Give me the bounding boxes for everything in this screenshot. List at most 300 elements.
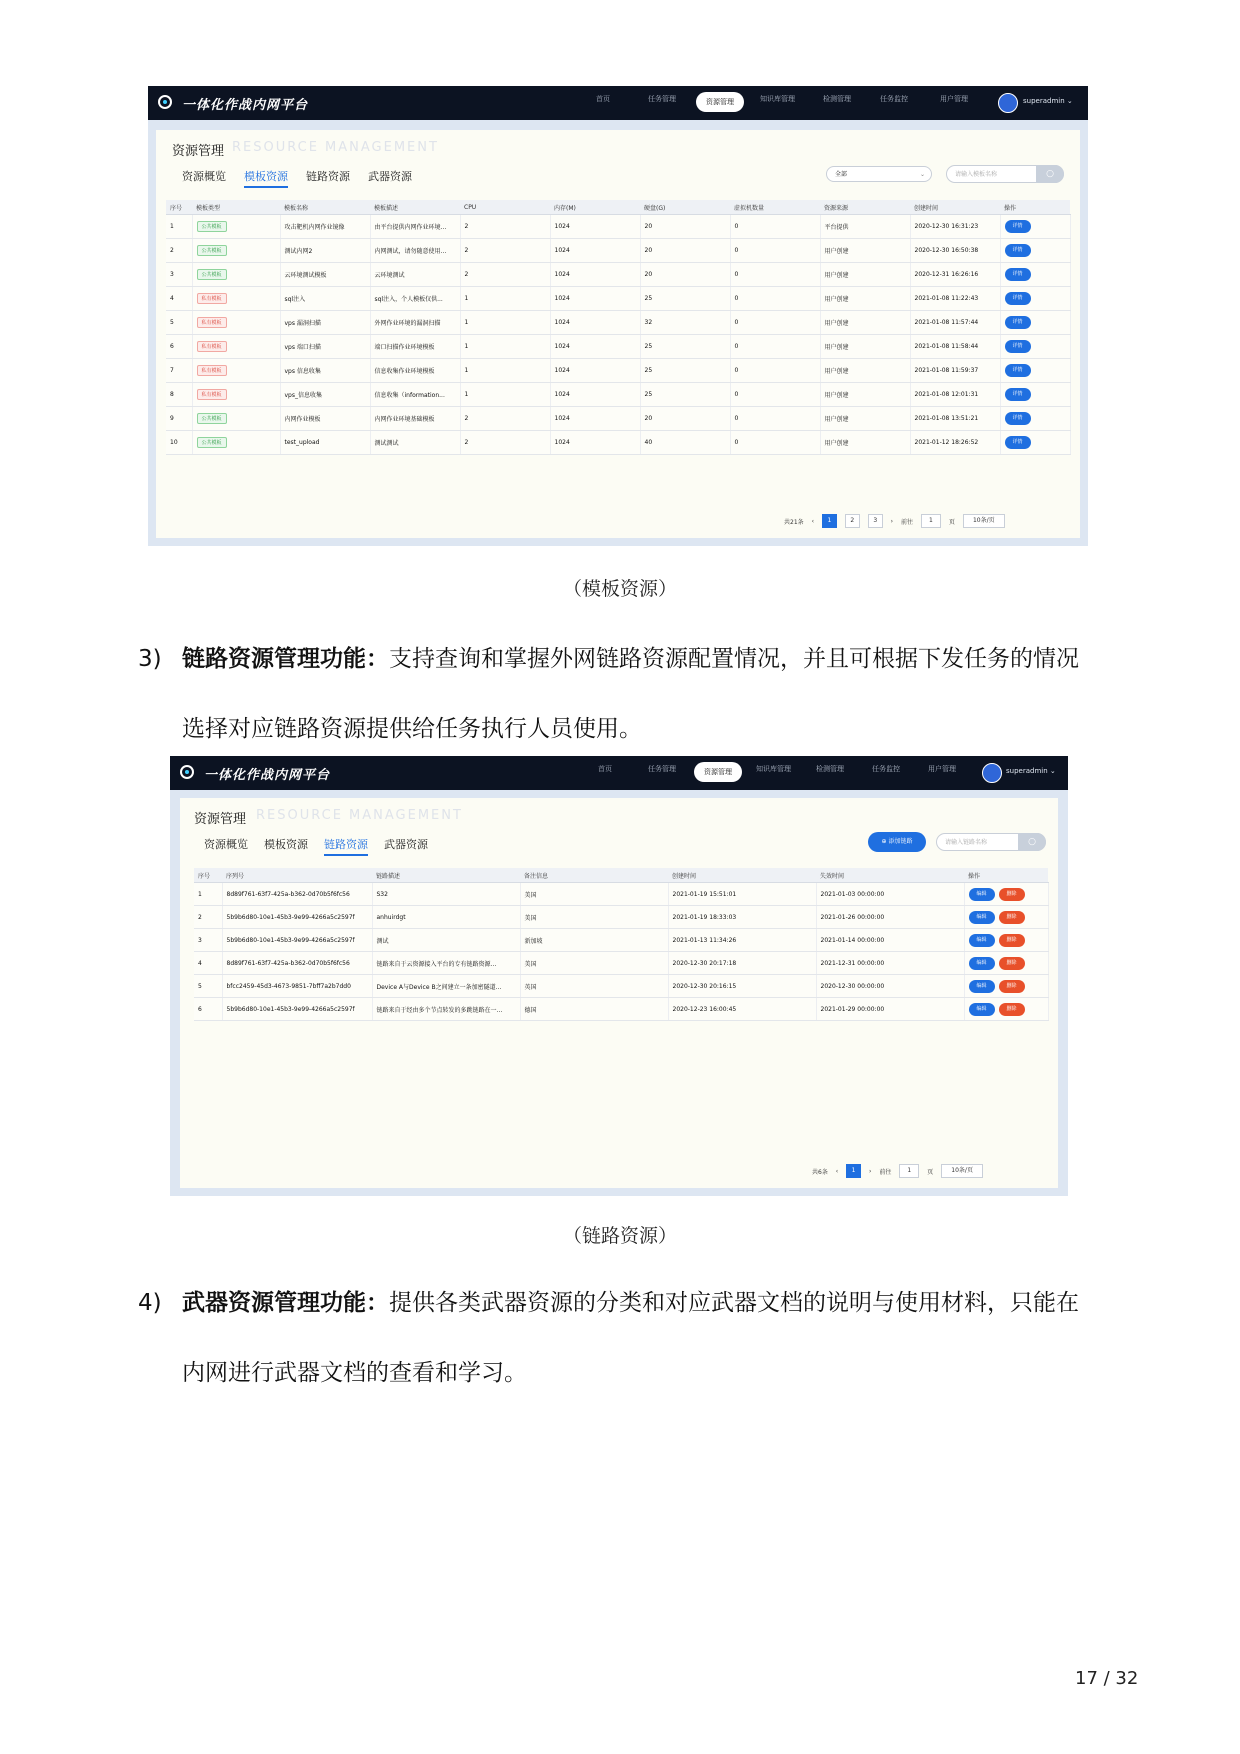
cell-note: 美国 [520, 906, 668, 929]
chevron-down-icon: ⌄ [919, 171, 925, 178]
cell-name: sql注入 [280, 287, 370, 311]
cell-created: 2021-01-13 11:34:26 [668, 929, 816, 952]
cell-note: 美国 [520, 952, 668, 975]
nav-user[interactable]: 用户管理 [928, 765, 956, 773]
cell-time: 2020-12-31 16:26:16 [910, 263, 1000, 287]
tab-overview[interactable]: 资源概览 [204, 838, 248, 851]
content-panel [156, 130, 1080, 538]
table-row [166, 263, 1070, 287]
cell-no: 2 [194, 906, 222, 929]
section-subtitle: RESOURCE MANAGEMENT [232, 140, 439, 155]
cell-no: 7 [166, 359, 192, 383]
cell-desc: Device A与Device B之间建立一条加密隧道… [372, 975, 520, 998]
edit-button[interactable]: 编辑 [969, 1003, 995, 1016]
app-title: 一体化作战内网平台 [182, 98, 309, 113]
page-2-button[interactable]: 2 [845, 514, 860, 528]
cell-type [192, 311, 280, 335]
prev-page-button[interactable]: ‹ [811, 517, 814, 525]
tab-template[interactable]: 模板资源 [244, 168, 288, 188]
cell-vm: 0 [730, 311, 820, 335]
app-topbar [148, 86, 1088, 120]
cell-type [192, 359, 280, 383]
page-1-button[interactable]: 1 [846, 1164, 861, 1178]
template-type-badge: 公共模板 [197, 413, 227, 424]
col-note: 备注信息 [520, 868, 668, 883]
col-disk: 硬盘(G) [640, 200, 730, 215]
cell-cpu: 1 [460, 287, 550, 311]
table-header [166, 200, 1070, 215]
cell-mem: 1024 [550, 239, 640, 263]
cell-no: 4 [194, 952, 222, 975]
cell-time: 2021-01-08 12:01:31 [910, 383, 1000, 407]
cell-vm: 0 [730, 263, 820, 287]
nav-resource[interactable]: 资源管理 [694, 762, 742, 782]
cell-name: vps 信息收集 [280, 359, 370, 383]
cell-cpu: 2 [460, 215, 550, 239]
col-action: 操作 [964, 868, 1048, 883]
cell-desc: S32 [372, 883, 520, 906]
search-placeholder: 请输入链路名称 [945, 839, 988, 846]
edit-button[interactable]: 编辑 [969, 888, 995, 901]
cell-disk: 20 [640, 263, 730, 287]
cell-action [964, 975, 1048, 998]
cell-disk: 25 [640, 359, 730, 383]
template-type-badge: 公共模板 [197, 245, 227, 256]
cell-disk: 25 [640, 287, 730, 311]
table-header [194, 868, 1048, 883]
cell-desc: sql注入，个人模板仅供... [370, 287, 460, 311]
section-title: 资源管理 [194, 812, 247, 827]
prev-page-button[interactable]: ‹ [835, 1167, 839, 1175]
col-type: 模板类型 [192, 200, 280, 215]
col-source: 资源来源 [820, 200, 910, 215]
cell-time: 2021-01-08 11:22:43 [910, 287, 1000, 311]
tab-template[interactable]: 模板资源 [264, 838, 308, 851]
cell-desc: 内网作业环境基础模板 [370, 407, 460, 431]
page-1-button[interactable]: 1 [822, 514, 837, 528]
cell-disk: 32 [640, 311, 730, 335]
detail-button[interactable]: 详情 [1005, 340, 1031, 353]
cell-mem: 1024 [550, 215, 640, 239]
tab-overview[interactable]: 资源概览 [182, 170, 226, 183]
template-type-badge: 私有模板 [197, 389, 227, 400]
cell-cpu: 2 [460, 407, 550, 431]
col-name: 模板名称 [280, 200, 370, 215]
cell-created: 2021-01-19 15:51:01 [668, 883, 816, 906]
table-row [166, 407, 1070, 431]
cell-name: vps_信息收集 [280, 383, 370, 407]
template-type-badge: 私有模板 [197, 317, 227, 328]
detail-button[interactable]: 详情 [1005, 412, 1031, 425]
goto-label: 前往 [900, 518, 913, 526]
cell-serial: 5b9b6d80-10e1-45b3-9e99-4266a5c2597f [222, 906, 372, 929]
nav-detect[interactable]: 检测管理 [816, 765, 844, 773]
pagination [812, 1164, 989, 1178]
link-table [194, 868, 1049, 1021]
cell-op [1000, 263, 1070, 287]
template-type-badge: 公共模板 [197, 269, 227, 280]
cell-name: vps 漏洞扫描 [280, 311, 370, 335]
cell-type [192, 239, 280, 263]
edit-button[interactable]: 编辑 [969, 911, 995, 924]
detail-button[interactable]: 详情 [1005, 268, 1031, 281]
cell-disk: 25 [640, 335, 730, 359]
app-title: 一体化作战内网平台 [204, 768, 331, 783]
cell-disk: 20 [640, 239, 730, 263]
search-placeholder: 请输入模板名称 [955, 171, 998, 178]
cell-serial: 8d89f761-63f7-425a-b362-0d70b5f6fc56 [222, 952, 372, 975]
cell-disk: 25 [640, 383, 730, 407]
cell-vm: 0 [730, 287, 820, 311]
user-menu[interactable]: superadmin ⌄ [1006, 767, 1056, 775]
table-row [194, 952, 1048, 975]
edit-button[interactable]: 编辑 [969, 957, 995, 970]
cell-type [192, 431, 280, 455]
cell-type [192, 407, 280, 431]
table-row [166, 383, 1070, 407]
detail-button[interactable]: 详情 [1005, 388, 1031, 401]
goto-label: 前往 [879, 1168, 892, 1176]
avatar[interactable] [982, 763, 1002, 783]
item-text: 提供各类武器资源的分类和对应武器文档的说明与使用材料，只能在 [389, 1290, 1079, 1316]
cell-no: 9 [166, 407, 192, 431]
page-3-button[interactable]: 3 [868, 514, 883, 528]
nav-resource[interactable]: 资源管理 [696, 92, 744, 112]
cell-cpu: 1 [460, 335, 550, 359]
cell-mem: 1024 [550, 431, 640, 455]
cell-no: 3 [194, 929, 222, 952]
cell-cpu: 1 [460, 359, 550, 383]
cell-no: 5 [194, 975, 222, 998]
cell-desc: 外网作业环境的漏洞扫描 [370, 311, 460, 335]
template-type-badge: 公共模板 [197, 221, 227, 232]
cell-op [1000, 311, 1070, 335]
table-row [194, 929, 1048, 952]
cell-vm: 0 [730, 383, 820, 407]
table-row [166, 287, 1070, 311]
cell-op [1000, 407, 1070, 431]
cell-no: 1 [166, 215, 192, 239]
template-type-badge: 私有模板 [197, 293, 227, 304]
nav-task[interactable]: 任务管理 [648, 765, 676, 773]
nav-knowledge[interactable]: 知识库管理 [756, 765, 791, 773]
detail-button[interactable]: 详情 [1005, 220, 1031, 233]
page-size-select[interactable]: 10条/页 [941, 1164, 983, 1178]
detail-button[interactable]: 详情 [1005, 316, 1031, 329]
filter-value: 全部 [835, 171, 848, 178]
type-filter-select[interactable] [826, 166, 932, 182]
cell-cpu: 1 [460, 311, 550, 335]
avatar[interactable] [998, 93, 1018, 113]
cell-vm: 0 [730, 359, 820, 383]
search-icon[interactable]: ○ [1036, 165, 1064, 183]
col-serial: 序列号 [222, 868, 372, 883]
tab-link[interactable]: 链路资源 [306, 170, 350, 183]
detail-button[interactable]: 详情 [1005, 364, 1031, 377]
detail-button[interactable]: 详情 [1005, 292, 1031, 305]
item-number: 3) [138, 646, 162, 672]
item-text-cont: 选择对应链路资源提供给任务执行人员使用。 [182, 716, 642, 742]
cell-action [964, 883, 1048, 906]
cell-name: 云环境测试模板 [280, 263, 370, 287]
cell-expire: 2021-01-26 00:00:00 [816, 906, 964, 929]
nav-detect[interactable]: 检测管理 [823, 95, 851, 103]
cell-serial: 8d89f761-63f7-425a-b362-0d70b5f6fc56 [222, 883, 372, 906]
cell-name: test_upload [280, 431, 370, 455]
cell-note: 英国 [520, 975, 668, 998]
cell-expire: 2021-12-31 00:00:00 [816, 952, 964, 975]
page-unit: 页 [948, 518, 955, 526]
table-row [166, 239, 1070, 263]
cell-desc: 由平台提供内网作业环境... [370, 215, 460, 239]
cell-time: 2021-01-08 11:58:44 [910, 335, 1000, 359]
table-row [166, 431, 1070, 455]
item-heading: 链路资源管理功能： [182, 646, 389, 672]
delete-button[interactable]: 删除 [999, 980, 1025, 993]
cell-mem: 1024 [550, 311, 640, 335]
caption-link: （链路资源） [562, 1225, 677, 1247]
cell-op [1000, 383, 1070, 407]
cell-desc: 测试测试 [370, 431, 460, 455]
cell-expire: 2021-01-29 00:00:00 [816, 998, 964, 1021]
cell-no: 5 [166, 311, 192, 335]
cell-src: 用户创建 [820, 311, 910, 335]
cell-no: 10 [166, 431, 192, 455]
cell-name: 攻击靶机内网作业镜像 [280, 215, 370, 239]
nav-home[interactable]: 首页 [596, 95, 610, 103]
col-cpu: CPU [460, 200, 550, 215]
item-number: 4) [138, 1290, 162, 1316]
cell-no: 3 [166, 263, 192, 287]
template-type-badge: 公共模板 [197, 437, 227, 448]
cell-cpu: 1 [460, 383, 550, 407]
tab-link[interactable]: 链路资源 [324, 836, 368, 856]
cell-no: 6 [194, 998, 222, 1021]
cell-note: 新加坡 [520, 929, 668, 952]
cell-time: 2020-12-30 16:31:23 [910, 215, 1000, 239]
cell-disk: 20 [640, 215, 730, 239]
cell-disk: 40 [640, 431, 730, 455]
search-icon[interactable]: ○ [1018, 833, 1046, 851]
cell-expire: 2020-12-30 00:00:00 [816, 975, 964, 998]
col-action: 操作 [1000, 200, 1070, 215]
cell-cpu: 2 [460, 263, 550, 287]
cell-type [192, 383, 280, 407]
tab-weapon[interactable]: 武器资源 [384, 838, 428, 851]
table-row [194, 906, 1048, 929]
cell-no: 4 [166, 287, 192, 311]
cell-src: 用户创建 [820, 383, 910, 407]
col-desc: 链路描述 [372, 868, 520, 883]
cell-mem: 1024 [550, 359, 640, 383]
cell-action [964, 952, 1048, 975]
page-number: 17 / 32 [1075, 1668, 1139, 1689]
template-type-badge: 私有模板 [197, 341, 227, 352]
logo-icon [158, 95, 172, 109]
cell-mem: 1024 [550, 263, 640, 287]
total-count: 共21条 [784, 518, 804, 526]
template-resource-screenshot [148, 86, 1088, 546]
cell-no: 1 [194, 883, 222, 906]
item-text: 支持查询和掌握外网链路资源配置情况，并且可根据下发任务的情况 [389, 646, 1079, 672]
detail-button[interactable]: 详情 [1005, 436, 1031, 449]
cell-created: 2020-12-30 20:17:18 [668, 952, 816, 975]
cell-no: 6 [166, 335, 192, 359]
cell-op [1000, 431, 1070, 455]
cell-type [192, 287, 280, 311]
cell-desc: 信息收集作业环境模板 [370, 359, 460, 383]
cell-desc: 端口扫描作业环境模板 [370, 335, 460, 359]
template-type-badge: 私有模板 [197, 365, 227, 376]
cell-serial: 5b9b6d80-10e1-45b3-9e99-4266a5c2597f [222, 998, 372, 1021]
add-link-button[interactable]: ⊕ 添加链路 [868, 832, 926, 852]
cell-time: 2020-12-30 16:50:38 [910, 239, 1000, 263]
goto-page-input[interactable]: 1 [899, 1164, 919, 1178]
cell-src: 用户创建 [820, 239, 910, 263]
paragraph-4-line2 [182, 1354, 527, 1387]
cell-desc: anhuirdgt [372, 906, 520, 929]
nav-task[interactable]: 任务管理 [648, 95, 676, 103]
delete-button[interactable]: 删除 [999, 957, 1025, 970]
cell-no: 8 [166, 383, 192, 407]
table-row [166, 335, 1070, 359]
cell-action [964, 998, 1048, 1021]
table-row [194, 975, 1048, 998]
search-input[interactable] [936, 833, 1046, 851]
cell-expire: 2021-01-14 00:00:00 [816, 929, 964, 952]
paragraph-4-line1 [138, 1284, 1079, 1317]
item-heading: 武器资源管理功能： [182, 1290, 389, 1316]
cell-op [1000, 215, 1070, 239]
cell-desc: 测试 [372, 929, 520, 952]
paragraph-3-line1 [138, 640, 1079, 673]
search-input[interactable] [946, 165, 1064, 183]
page-unit: 页 [927, 1168, 934, 1176]
col-expire: 失效时间 [816, 868, 964, 883]
item-text-cont: 内网进行武器文档的查看和学习。 [182, 1360, 527, 1386]
col-created: 创建时间 [910, 200, 1000, 215]
cell-desc: 信息收集（information... [370, 383, 460, 407]
cell-mem: 1024 [550, 287, 640, 311]
table-row [166, 215, 1070, 239]
app-topbar [170, 756, 1068, 790]
edit-button[interactable]: 编辑 [969, 934, 995, 947]
delete-button[interactable]: 删除 [999, 888, 1025, 901]
content-panel [180, 798, 1058, 1188]
table-row [166, 359, 1070, 383]
col-desc: 模板描述 [370, 200, 460, 215]
delete-button[interactable]: 删除 [999, 911, 1025, 924]
cell-src: 平台提供 [820, 215, 910, 239]
cell-name: 测试内网2 [280, 239, 370, 263]
cell-desc: 链路来自于云资源接入平台的专有链路资源… [372, 952, 520, 975]
cell-src: 用户创建 [820, 287, 910, 311]
cell-serial: 5b9b6d80-10e1-45b3-9e99-4266a5c2597f [222, 929, 372, 952]
cell-vm: 0 [730, 335, 820, 359]
nav-home[interactable]: 首页 [598, 765, 612, 773]
edit-button[interactable]: 编辑 [969, 980, 995, 993]
col-vm: 虚拟机数量 [730, 200, 820, 215]
cell-desc: 云环境测试 [370, 263, 460, 287]
cell-disk: 20 [640, 407, 730, 431]
cell-mem: 1024 [550, 383, 640, 407]
cell-src: 用户创建 [820, 335, 910, 359]
nav-knowledge[interactable]: 知识库管理 [760, 95, 795, 103]
cell-op [1000, 335, 1070, 359]
tab-weapon[interactable]: 武器资源 [368, 170, 412, 183]
cell-note: 德国 [520, 998, 668, 1021]
pagination [784, 514, 1011, 528]
delete-button[interactable]: 删除 [999, 1003, 1025, 1016]
link-resource-screenshot [170, 756, 1068, 1196]
nav-monitor[interactable]: 任务监控 [880, 95, 908, 103]
col-no: 序号 [194, 868, 222, 883]
cell-op [1000, 239, 1070, 263]
col-created: 创建时间 [668, 868, 816, 883]
cell-type [192, 215, 280, 239]
cell-type [192, 335, 280, 359]
cell-time: 2021-01-12 18:26:52 [910, 431, 1000, 455]
total-count: 共6条 [812, 1168, 828, 1176]
cell-serial: bfcc2459-45d3-4673-9851-7bff7a2b7dd0 [222, 975, 372, 998]
cell-src: 用户创建 [820, 431, 910, 455]
cell-desc: 链路来自于经由多个节点转发的多跳链路在一… [372, 998, 520, 1021]
delete-button[interactable]: 删除 [999, 934, 1025, 947]
cell-created: 2021-01-19 18:33:03 [668, 906, 816, 929]
next-page-button[interactable]: › [890, 517, 894, 525]
cell-vm: 0 [730, 215, 820, 239]
cell-src: 用户创建 [820, 407, 910, 431]
cell-time: 2021-01-08 13:51:21 [910, 407, 1000, 431]
cell-src: 用户创建 [820, 263, 910, 287]
cell-type [192, 263, 280, 287]
template-table [166, 200, 1071, 455]
cell-op [1000, 287, 1070, 311]
cell-name: vps 端口扫描 [280, 335, 370, 359]
cell-action [964, 906, 1048, 929]
cell-src: 用户创建 [820, 359, 910, 383]
cell-vm: 0 [730, 407, 820, 431]
user-menu[interactable]: superadmin ⌄ [1023, 97, 1073, 105]
section-subtitle: RESOURCE MANAGEMENT [256, 808, 463, 823]
cell-no: 2 [166, 239, 192, 263]
col-no: 序号 [166, 200, 192, 215]
table-row [194, 883, 1048, 906]
cell-name: 内网作业模板 [280, 407, 370, 431]
cell-vm: 0 [730, 431, 820, 455]
nav-user[interactable]: 用户管理 [940, 95, 968, 103]
next-page-button[interactable]: › [869, 1167, 872, 1175]
nav-monitor[interactable]: 任务监控 [872, 765, 900, 773]
col-mem: 内存(M) [550, 200, 640, 215]
cell-note: 美国 [520, 883, 668, 906]
detail-button[interactable]: 详情 [1005, 244, 1031, 257]
page-size-select[interactable]: 10条/页 [963, 514, 1005, 528]
cell-mem: 1024 [550, 407, 640, 431]
cell-op [1000, 359, 1070, 383]
cell-cpu: 2 [460, 239, 550, 263]
paragraph-3-line2 [182, 710, 642, 743]
section-title: 资源管理 [172, 144, 225, 159]
goto-page-input[interactable]: 1 [921, 514, 941, 528]
cell-desc: 内网测试，请勿随意使用... [370, 239, 460, 263]
table-row [194, 998, 1048, 1021]
cell-vm: 0 [730, 239, 820, 263]
table-row [166, 311, 1070, 335]
cell-expire: 2021-01-03 00:00:00 [816, 883, 964, 906]
cell-created: 2020-12-30 20:16:15 [668, 975, 816, 998]
logo-icon [180, 765, 194, 779]
